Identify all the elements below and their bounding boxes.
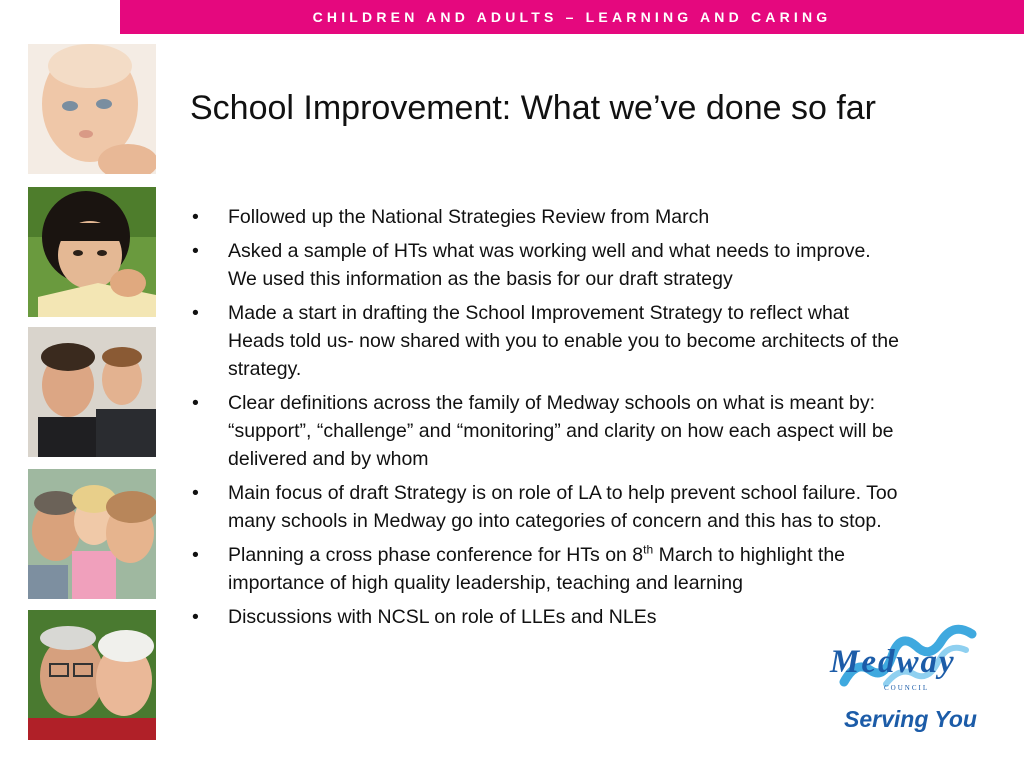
bullet-text-after: March to highlight the importance of high quality leadership, teaching and learning — [228, 544, 846, 594]
teen-boys-photo — [28, 327, 156, 457]
bullet-item — [190, 299, 902, 383]
bullet-mark: • — [192, 206, 199, 228]
bullet-list — [190, 203, 902, 637]
top-banner — [120, 0, 1024, 34]
ordinal-suffix: th — [643, 542, 654, 557]
logo-council: COUNCIL — [884, 684, 930, 692]
bullet-text — [228, 544, 845, 594]
bullet-text: Main focus of draft Strategy is on role of LA to help prevent school failure. Too many schools in Medway go into categories of concern and this has to stop. — [228, 482, 898, 532]
bullet-text-before: Planning a cross phase conference for HTs on 8 — [228, 544, 644, 566]
bullet-item — [190, 203, 902, 231]
bullet-text: Asked a sample of HTs what was working well and what needs to improve. We used this information as the basis for our draft strategy — [228, 240, 871, 290]
bullet-text: Clear definitions across the family of Medway schools on what is meant by: “support”, “challenge” and “monitoring” and clarity on how each aspect will be delivered and by whom — [228, 392, 894, 470]
slide-title: School Improvement: What we’ve done so far — [190, 89, 876, 127]
bullet-item — [190, 603, 902, 631]
bullet-mark: • — [192, 606, 199, 628]
medway-council-logo — [826, 620, 996, 745]
family-photo — [28, 469, 156, 599]
bullet-mark: • — [192, 240, 199, 262]
girl-reading-photo — [28, 187, 156, 317]
bullet-item — [190, 389, 902, 473]
elderly-couple-photo — [28, 610, 156, 740]
bullet-mark: • — [192, 544, 199, 566]
bullet-text: Followed up the National Strategies Review from March — [228, 206, 710, 228]
baby-photo — [28, 44, 156, 174]
bullet-mark: • — [192, 392, 199, 414]
banner-text: CHILDREN AND ADULTS – LEARNING AND CARING — [312, 9, 832, 25]
logo-name: Medway — [830, 644, 956, 680]
bullet-item — [190, 479, 902, 535]
bullet-text: Made a start in drafting the School Improvement Strategy to reflect what Heads told us- now shared with you to enable you to become architects of the strategy. — [228, 302, 899, 380]
bullet-item — [190, 541, 902, 597]
bullet-mark: • — [192, 482, 199, 504]
bullet-text: Discussions with NCSL on role of LLEs and NLEs — [228, 606, 657, 628]
logo-tagline: Serving You — [844, 706, 977, 732]
bullet-mark: • — [192, 302, 199, 324]
photo-column — [28, 44, 156, 738]
bullet-item — [190, 237, 902, 293]
